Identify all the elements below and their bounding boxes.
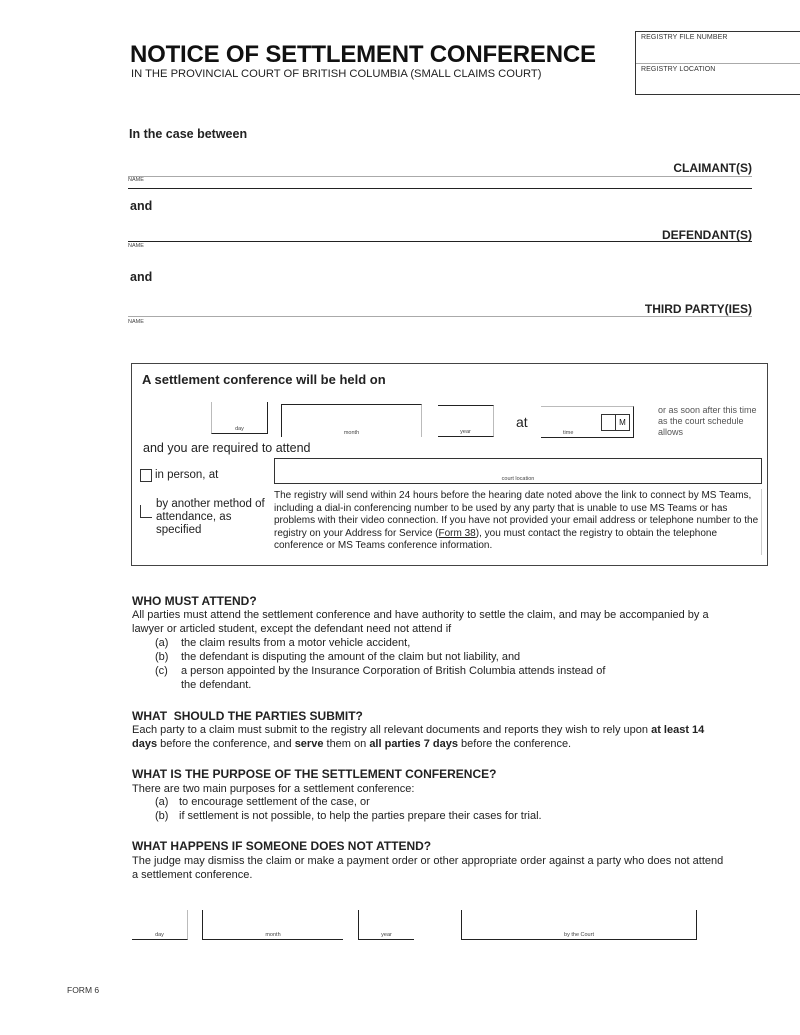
court-location-field[interactable] xyxy=(274,458,762,484)
ampm-field[interactable] xyxy=(601,414,616,431)
third-party-rule xyxy=(128,316,752,317)
what-submit-heading: WHAT SHOULD THE PARTIES SUBMIT? xyxy=(132,709,363,723)
by-the-court-label: by the Court xyxy=(564,932,594,938)
list-text: a person appointed by the Insurance Corporation of British Columbia attends instead of xyxy=(181,665,606,677)
who-must-attend-body: All parties must attend the settlement conference and have authority to settle the claim, and may be accompanied by a lawyer or articled student, except the defendant need not attend if xyxy=(132,609,709,636)
who-list-item-c xyxy=(155,665,605,677)
claimant-name-label: NAME xyxy=(128,177,144,183)
and-label-2: and xyxy=(130,270,153,284)
asap-note: or as soon after this time as the court schedule allows xyxy=(658,405,757,437)
form-title: NOTICE OF SETTLEMENT CONFERENCE xyxy=(130,41,596,68)
by-the-court-signature-field[interactable] xyxy=(461,910,697,940)
list-text: to encourage settlement of the case, or xyxy=(179,796,370,808)
list-mark: (c) xyxy=(155,665,168,677)
registry-location-label: REGISTRY LOCATION xyxy=(641,66,716,73)
submit-bold-1: at least 14 days xyxy=(132,724,705,751)
and-label-1: and xyxy=(130,199,153,213)
submit-bold-2: serve xyxy=(294,738,324,751)
not-attend-heading: WHAT HAPPENS IF SOMEONE DOES NOT ATTEND? xyxy=(132,839,432,853)
purpose-heading: WHAT IS THE PURPOSE OF THE SETTLEMENT CONFERENCE? xyxy=(132,767,497,781)
method-text-part-1: The registry will send within 24 hours before the hearing date noted above the link to connect by MS Teams, including a dial-in conferencing number to be used by any party that is unable to use MS Teams or has problems with their video connection. If you have not provided your email address or telephone number to the registry on your Address for Service ( xyxy=(274,490,759,539)
not-attend-body: The judge may dismiss the claim or make a payment order or other appropriate order against a party who does not attend a settlement conference. xyxy=(132,855,724,882)
method-text-part-2: ), you must contact the registry to obtain the telephone conference or MS Teams conference information. xyxy=(274,527,717,551)
submit-bold-3: all parties 7 days xyxy=(369,738,458,751)
defendant-role-label: DEFENDANT(S) xyxy=(662,228,752,242)
registry-box xyxy=(635,31,800,95)
month-label: month xyxy=(343,430,360,436)
defendant-name-field[interactable] xyxy=(128,229,752,241)
signature-year-label: year xyxy=(381,932,392,938)
case-between-label: In the case between xyxy=(129,127,248,141)
form-id-label: FORM 6 xyxy=(67,985,100,995)
defendant-name-label: NAME xyxy=(128,243,144,249)
claimant-name-field[interactable] xyxy=(128,165,752,177)
ampm-suffix: M xyxy=(615,414,630,431)
list-text: the claim results from a motor vehicle accident, xyxy=(181,637,411,649)
at-label: at xyxy=(516,414,528,430)
court-location-label: court location xyxy=(501,476,535,482)
conference-day-field[interactable] xyxy=(211,402,268,434)
registry-location-field[interactable] xyxy=(640,75,800,93)
conference-time-field[interactable] xyxy=(541,406,634,438)
form-38-link[interactable]: Form 38 xyxy=(438,527,476,539)
claimant-role-label: CLAIMANT(S) xyxy=(673,161,752,175)
defendant-rule xyxy=(128,241,752,242)
conference-year-field[interactable] xyxy=(438,405,494,437)
signature-day-label: day xyxy=(155,932,164,938)
registry-file-number-field[interactable] xyxy=(640,43,800,61)
settlement-heading: A settlement conference will be held on xyxy=(142,372,386,387)
submit-text-1: Each party to a claim must submit to the registry all relevant documents and reports they wish to rely upon xyxy=(132,724,652,736)
who-list-item-c-cont: the defendant. xyxy=(181,679,252,691)
signature-month-label: month xyxy=(265,932,281,938)
purpose-body: There are two main purposes for a settlement conference: xyxy=(132,783,415,795)
list-text: if settlement is not possible, to help the parties prepare their cases for trial. xyxy=(179,810,542,822)
list-mark: (a) xyxy=(155,637,169,649)
signature-day-field[interactable] xyxy=(132,910,188,940)
who-list-item-b xyxy=(155,651,520,663)
submit-text-2: before the conference, and xyxy=(157,738,295,751)
purpose-list-item-a xyxy=(155,796,370,808)
submit-text-4: before the conference. xyxy=(457,738,572,751)
time-label: time xyxy=(563,430,574,436)
claimant-bottom-rule xyxy=(128,188,752,189)
year-label: year xyxy=(460,429,471,435)
third-party-name-field[interactable] xyxy=(128,303,752,315)
third-party-name-label: NAME xyxy=(128,319,144,325)
in-person-checkbox[interactable] xyxy=(140,469,152,482)
third-party-role-label: THIRD PARTY(IES) xyxy=(644,302,752,316)
in-person-label: in person, at xyxy=(155,469,219,481)
day-label: day xyxy=(235,426,244,432)
who-must-attend-heading: WHO MUST ATTEND? xyxy=(132,594,257,608)
who-list-item-a xyxy=(155,637,410,649)
list-mark: (b) xyxy=(155,651,169,663)
what-submit-body xyxy=(132,723,732,752)
list-text: the defendant is disputing the amount of the claim but not liability, and xyxy=(181,651,521,663)
conference-month-field[interactable] xyxy=(281,404,422,437)
other-method-label: by another method of attendance, as specified xyxy=(156,498,265,536)
list-mark: (a) xyxy=(155,796,169,808)
submit-text-3: them on xyxy=(323,738,370,751)
list-mark: (b) xyxy=(155,810,169,822)
form-subtitle: IN THE PROVINCIAL COURT OF BRITISH COLUMBIA (SMALL CLAIMS COURT) xyxy=(131,68,542,80)
signature-month-field[interactable] xyxy=(202,910,343,940)
registry-divider xyxy=(636,63,800,64)
required-to-attend-label: and you are required to attend xyxy=(143,441,311,455)
method-info-text xyxy=(274,490,762,553)
other-method-checkbox[interactable] xyxy=(140,505,152,518)
registry-file-number-label: REGISTRY FILE NUMBER xyxy=(641,34,728,41)
purpose-list-item-b xyxy=(155,810,542,822)
signature-year-field[interactable] xyxy=(358,910,414,940)
